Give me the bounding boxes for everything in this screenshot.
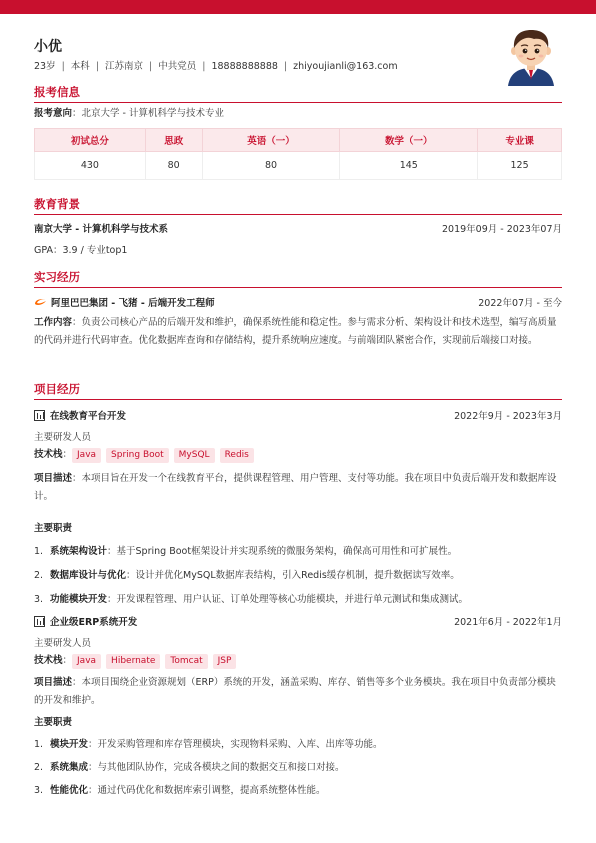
project-tech-stack: 技术栈： Java Spring Boot MySQL Redis — [34, 446, 562, 463]
kanban-board-icon — [34, 410, 45, 421]
tech-tag: Tomcat — [165, 654, 207, 669]
score-header: 专业课 — [478, 129, 562, 152]
tech-tag: Java — [72, 654, 101, 669]
internship-period: 2022年07月 - 至今 — [478, 298, 562, 309]
desc-label: 项目描述 — [34, 473, 73, 484]
education-school: 南京大学 - 计算机科学与技术系 — [34, 224, 169, 235]
tech-tag: JSP — [213, 654, 237, 669]
avatar — [500, 24, 562, 86]
tech-label: 技术栈 — [34, 655, 63, 666]
info-location: 江苏南京 — [105, 61, 144, 72]
project-header — [34, 408, 562, 422]
section-title-exam: 报考信息 — [34, 84, 562, 103]
project-period: 2021年6月 - 2022年1月 — [454, 617, 562, 628]
project-name: 在线教育平台开发 — [50, 411, 127, 422]
duty-label: 主要职责 — [34, 523, 73, 534]
internship-content-text: 负责公司核心产品的后端开发和维护，确保系统性能和稳定性。参与需求分析、架构设计和技术选型，编写高质量的代码并进行代码审查。优化数据库查询和存储结构，提升系统响应速度。与前端团队紧密合作，实现前后端接口对接。 — [34, 317, 557, 346]
exam-intent: 报考意向：北京大学 - 计算机科学与技术专业 — [34, 108, 224, 119]
tech-label: 技术栈 — [34, 449, 63, 460]
info-phone: 18888888888 — [211, 61, 278, 72]
tech-tag: Hibernate — [106, 654, 160, 669]
project-header — [34, 614, 562, 628]
score-header: 数学（一） — [340, 129, 478, 152]
tech-tag: Spring Boot — [106, 448, 169, 463]
duty-item: 1. 系统架构设计：基于Spring Boot框架设计并实现系统的微服务架构，确保高可用性和可扩展性。 — [34, 546, 458, 557]
internship-content-label: 工作内容 — [34, 317, 73, 328]
education-gpa: GPA：3.9 / 专业top1 — [34, 245, 128, 256]
candidate-name: 小优 — [34, 39, 62, 55]
info-degree: 本科 — [70, 61, 90, 72]
duty-label: 主要职责 — [34, 717, 73, 728]
section-title-education: 教育背景 — [34, 196, 562, 215]
exam-intent-value: 北京大学 - 计算机科学与技术专业 — [81, 108, 224, 119]
desc-text: 本项目围绕企业资源规划（ERP）系统的开发，涵盖采购、库存、销售等多个业务模块。我在项目中负责部分模块的开发和维护。 — [34, 677, 556, 706]
score-header: 思政 — [145, 129, 202, 152]
contact-info: 23岁 | 本科 | 江苏南京 | 中共党员 | 18888888888 | zhiyoujianli@163.com — [34, 61, 398, 72]
project-role: 主要研发人员 — [34, 432, 92, 443]
desc-label: 项目描述 — [34, 677, 73, 688]
internship-entry — [34, 295, 562, 309]
info-email: zhiyoujianli@163.com — [293, 61, 398, 72]
education-entry — [34, 221, 562, 235]
info-political-status: 中共党员 — [158, 61, 197, 72]
score-value: 430 — [35, 152, 146, 180]
internship-content: 工作内容：负责公司核心产品的后端开发和维护，确保系统性能和稳定性。参与需求分析、架构设计和技术选型，编写高质量的代码并进行代码审查。优化数据库查询和存储结构，提升系统响应速度。与前端团队紧密合作，实现前后端接口对接。 — [34, 317, 557, 346]
project-tech-stack: 技术栈： Java Hibernate Tomcat JSP — [34, 652, 562, 669]
score-header: 英语（一） — [202, 129, 340, 152]
project-period: 2022年9月 - 2023年3月 — [454, 411, 562, 422]
score-header: 初试总分 — [35, 129, 146, 152]
internship-company: 阿里巴巴集团 - 飞猪 - 后端开发工程师 — [51, 298, 215, 309]
duty-item: 1. 模块开发：开发采购管理和库存管理模块，实现物料采购、入库、出库等功能。 — [34, 739, 383, 750]
tech-tag: MySQL — [174, 448, 215, 463]
project-name: 企业级ERP系统开发 — [50, 617, 138, 628]
project-role: 主要研发人员 — [34, 638, 92, 649]
score-value: 80 — [202, 152, 340, 180]
project-description: 项目描述：本项目旨在开发一个在线教育平台，提供课程管理、用户管理、支付等功能。我在项目中负责后端开发和数据库设计。 — [34, 473, 557, 502]
duty-item: 3. 功能模块开发：开发课程管理、用户认证、订单处理等核心功能模块，并进行单元测试和集成测试。 — [34, 594, 469, 605]
score-header-row — [35, 129, 562, 152]
section-title-internship: 实习经历 — [34, 269, 562, 288]
score-value: 125 — [478, 152, 562, 180]
tech-tag: Java — [72, 448, 101, 463]
project-description: 项目描述：本项目围绕企业资源规划（ERP）系统的开发，涵盖采购、库存、销售等多个业务模块。我在项目中负责部分模块的开发和维护。 — [34, 677, 556, 706]
duty-item: 2. 系统集成：与其他团队协作，完成各模块之间的数据交互和接口对接。 — [34, 762, 345, 773]
duty-item: 3. 性能优化：通过代码优化和数据库索引调整，提高系统整体性能。 — [34, 785, 326, 796]
desc-text: 本项目旨在开发一个在线教育平台，提供课程管理、用户管理、支付等功能。我在项目中负责后端开发和数据库设计。 — [34, 473, 557, 502]
tech-tag: Redis — [220, 448, 254, 463]
top-accent-bar — [0, 0, 596, 14]
kanban-board-icon — [34, 616, 45, 627]
alibaba-logo-icon — [34, 298, 47, 306]
duty-item: 2. 数据库设计与优化：设计并优化MySQL数据库表结构，引入Redis缓存机制，提升数据读写效率。 — [34, 570, 460, 581]
score-value-row — [35, 152, 562, 180]
score-value: 80 — [145, 152, 202, 180]
score-value: 145 — [340, 152, 478, 180]
exam-intent-label: 报考意向 — [34, 108, 73, 119]
info-age: 23岁 — [34, 61, 56, 72]
education-period: 2019年09月 - 2023年07月 — [442, 224, 562, 235]
exam-score-table — [34, 128, 562, 180]
section-title-projects: 项目经历 — [34, 381, 562, 400]
